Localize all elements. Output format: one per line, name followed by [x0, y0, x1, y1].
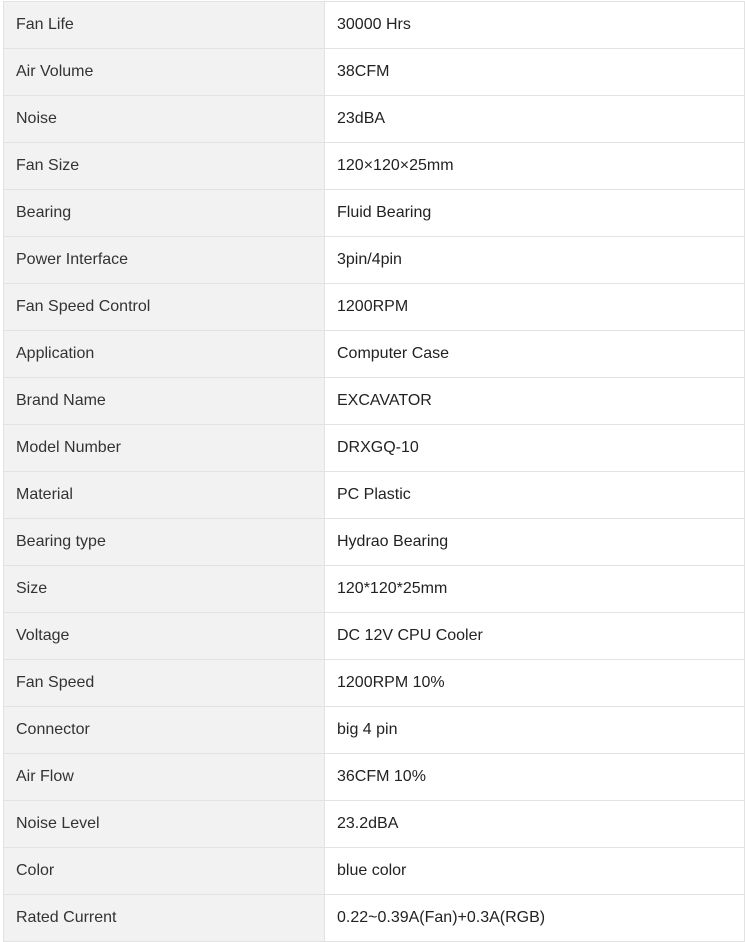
- table-row: [4, 895, 745, 942]
- table-row: [4, 49, 745, 96]
- spec-label: Rated Current: [4, 895, 325, 942]
- spec-value: 1200RPM 10%: [325, 660, 745, 707]
- spec-value: 1200RPM: [325, 284, 745, 331]
- spec-value: 120×120×25mm: [325, 143, 745, 190]
- spec-label: Voltage: [4, 613, 325, 660]
- table-row: [4, 284, 745, 331]
- spec-label: Fan Speed Control: [4, 284, 325, 331]
- spec-value: 120*120*25mm: [325, 566, 745, 613]
- specifications-table: [3, 1, 745, 942]
- spec-label: Size: [4, 566, 325, 613]
- spec-label: Power Interface: [4, 237, 325, 284]
- spec-value: Fluid Bearing: [325, 190, 745, 237]
- spec-value: EXCAVATOR: [325, 378, 745, 425]
- spec-label: Fan Size: [4, 143, 325, 190]
- spec-value: big 4 pin: [325, 707, 745, 754]
- table-row: [4, 613, 745, 660]
- spec-value: Hydrao Bearing: [325, 519, 745, 566]
- table-row: [4, 848, 745, 895]
- spec-label: Model Number: [4, 425, 325, 472]
- spec-label: Material: [4, 472, 325, 519]
- spec-label: Bearing type: [4, 519, 325, 566]
- spec-label: Fan Speed: [4, 660, 325, 707]
- table-row: [4, 566, 745, 613]
- spec-label: Air Volume: [4, 49, 325, 96]
- spec-value: blue color: [325, 848, 745, 895]
- table-row: [4, 96, 745, 143]
- spec-value: 38CFM: [325, 49, 745, 96]
- spec-label: Application: [4, 331, 325, 378]
- table-row: [4, 237, 745, 284]
- spec-label: Fan Life: [4, 2, 325, 49]
- spec-value: 30000 Hrs: [325, 2, 745, 49]
- spec-label: Brand Name: [4, 378, 325, 425]
- table-row: [4, 190, 745, 237]
- specifications-table-body: [4, 2, 745, 942]
- table-row: [4, 801, 745, 848]
- table-row: [4, 425, 745, 472]
- table-row: [4, 707, 745, 754]
- spec-value: 3pin/4pin: [325, 237, 745, 284]
- table-row: [4, 331, 745, 378]
- table-row: [4, 660, 745, 707]
- spec-value: 23dBA: [325, 96, 745, 143]
- spec-value: Computer Case: [325, 331, 745, 378]
- spec-label: Color: [4, 848, 325, 895]
- spec-label: Noise Level: [4, 801, 325, 848]
- spec-value: PC Plastic: [325, 472, 745, 519]
- spec-label: Noise: [4, 96, 325, 143]
- spec-value: DRXGQ-10: [325, 425, 745, 472]
- spec-value: DC 12V CPU Cooler: [325, 613, 745, 660]
- table-row: [4, 519, 745, 566]
- spec-label: Connector: [4, 707, 325, 754]
- table-row: [4, 143, 745, 190]
- spec-value: 36CFM 10%: [325, 754, 745, 801]
- spec-value: 0.22~0.39A(Fan)+0.3A(RGB): [325, 895, 745, 942]
- table-row: [4, 754, 745, 801]
- spec-label: Air Flow: [4, 754, 325, 801]
- spec-value: 23.2dBA: [325, 801, 745, 848]
- table-row: [4, 378, 745, 425]
- specifications-table-container: [3, 1, 743, 942]
- spec-label: Bearing: [4, 190, 325, 237]
- table-row: [4, 2, 745, 49]
- table-row: [4, 472, 745, 519]
